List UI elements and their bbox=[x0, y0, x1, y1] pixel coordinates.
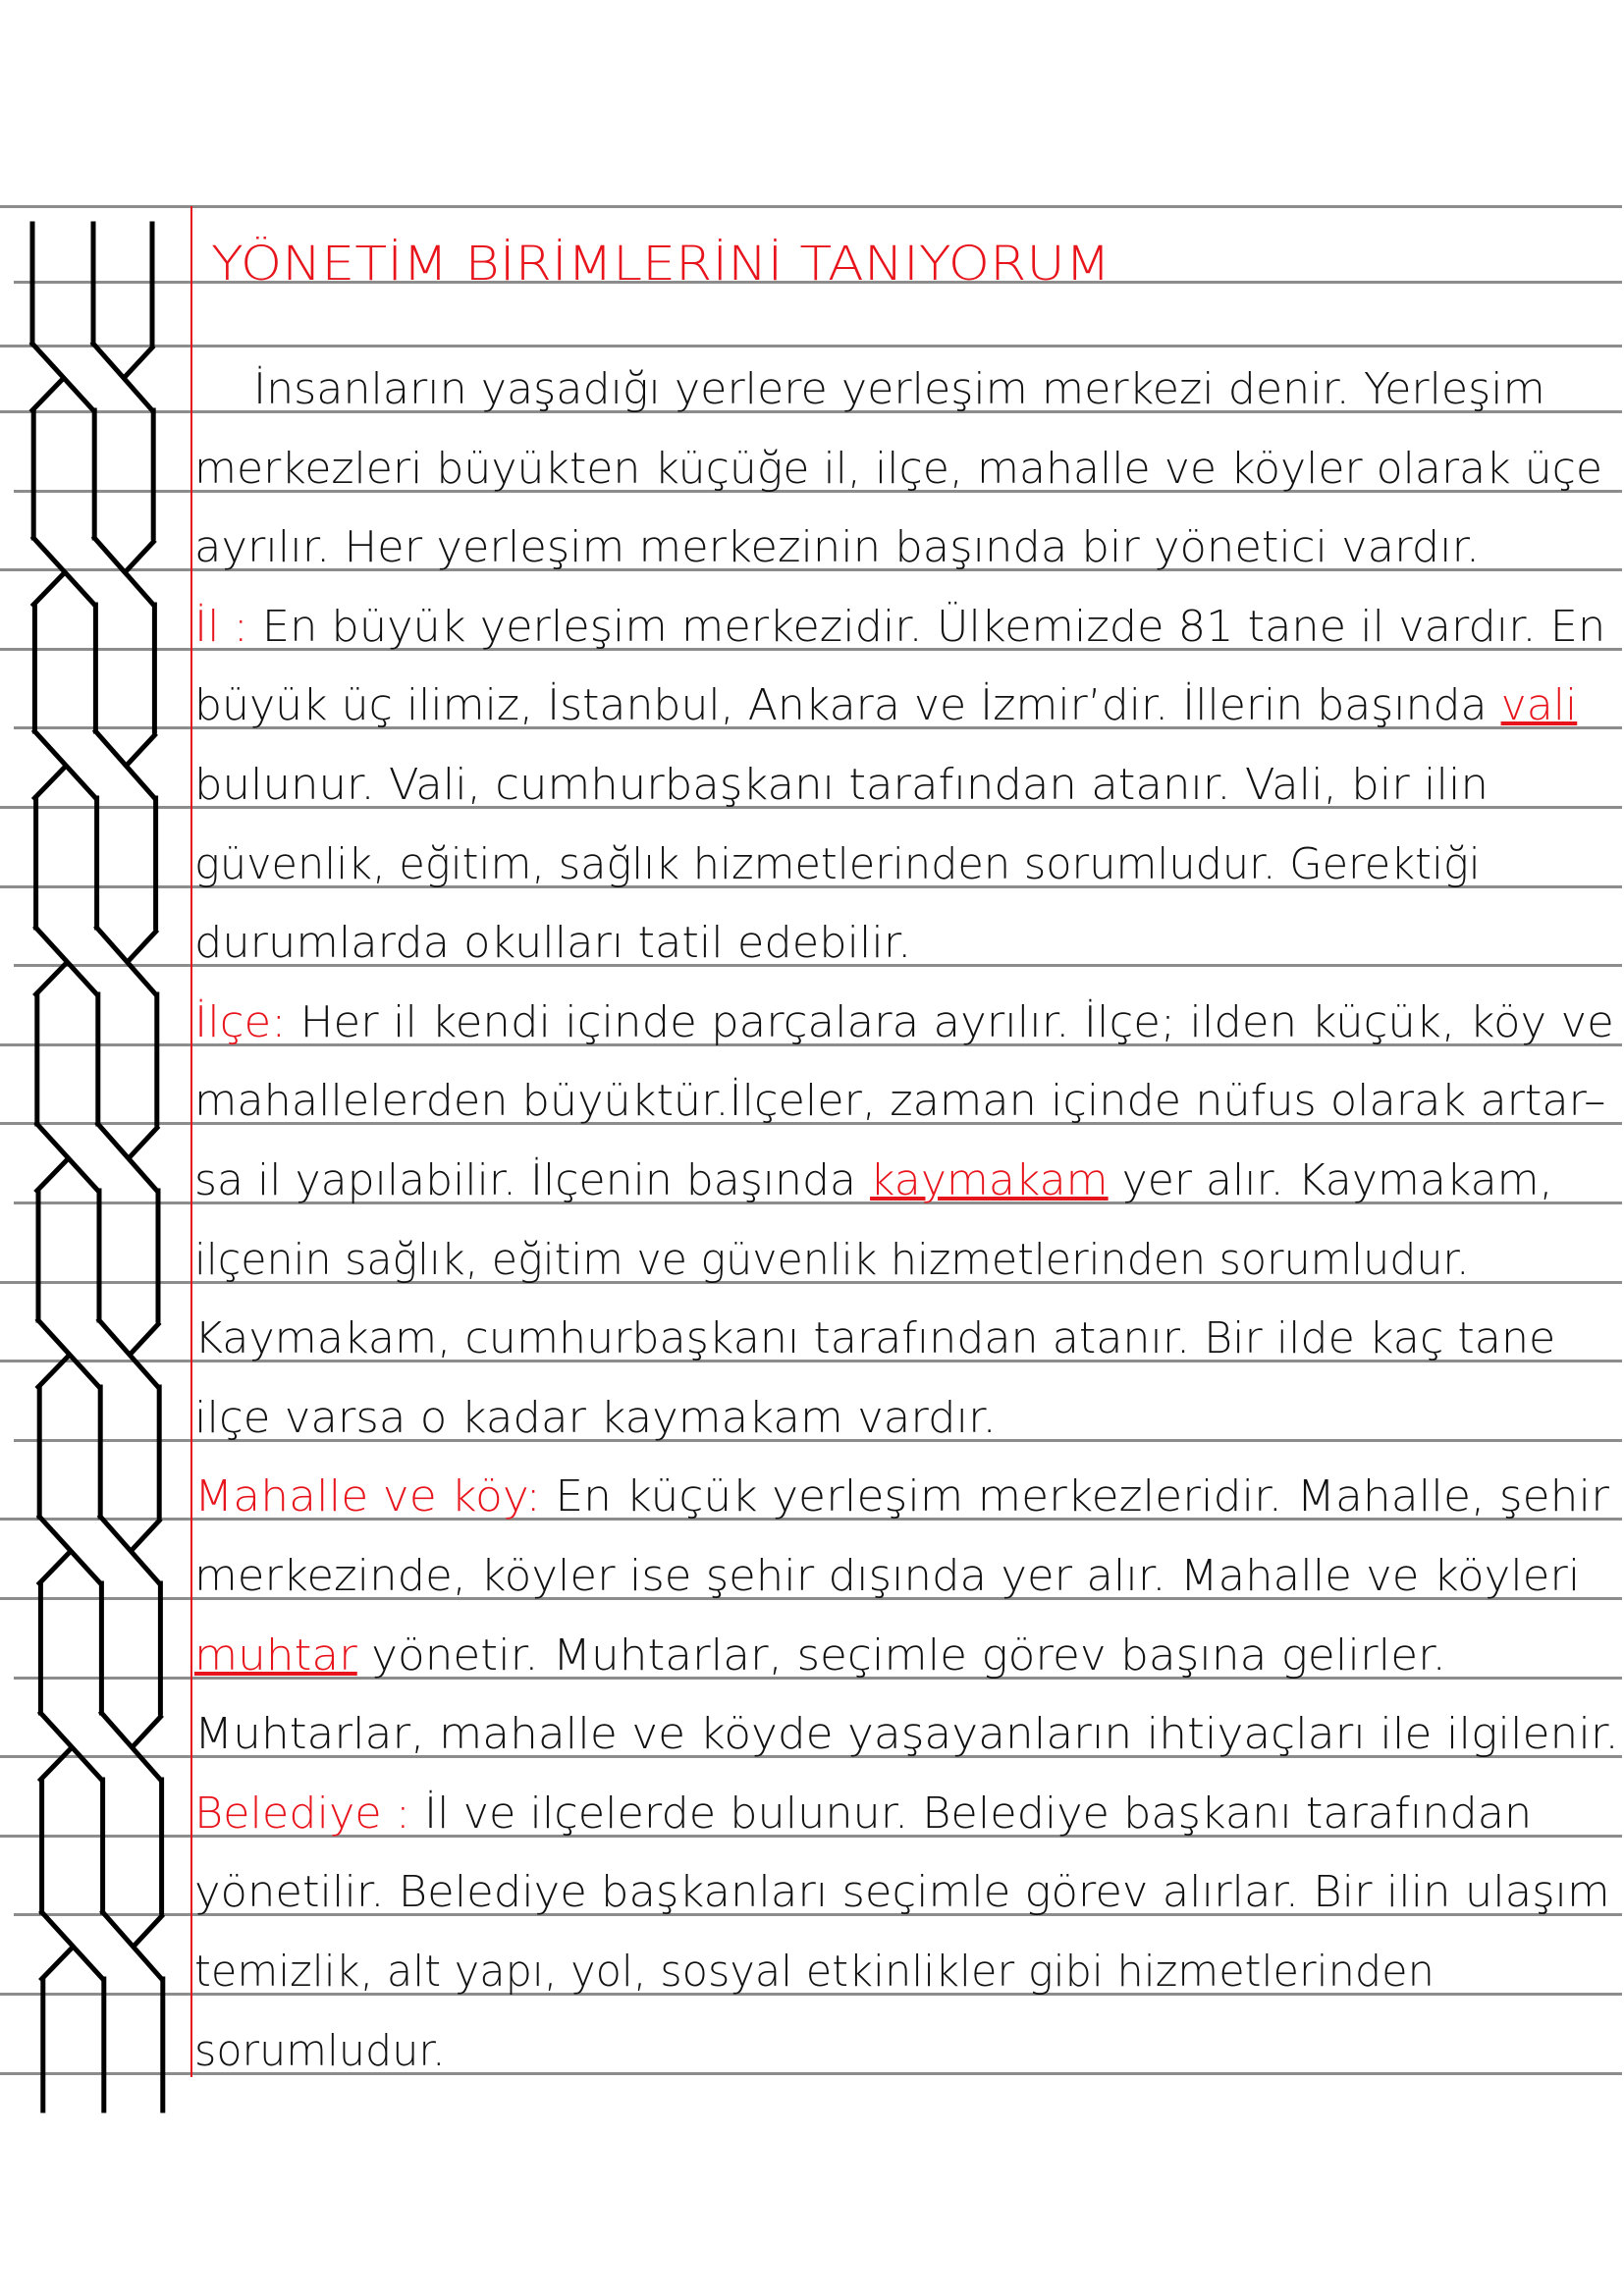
body-text-segment: sa il yapılabilir. İlçenin başında bbox=[194, 1155, 871, 1205]
text-line bbox=[194, 1313, 1556, 1363]
body-text-segment: En küçük yerleşim merkezleridir. Mahalle, şehir bbox=[555, 1471, 1609, 1522]
body-text-segment: merkezleri büyükten küçüğe il, ilçe, mahalle ve köyler olarak üçe bbox=[194, 444, 1603, 494]
body-text-segment: İnsanların yaşadığı yerlere yerleşim merkezi denir. Yerleşim bbox=[253, 364, 1545, 414]
page-title: YÖNETİM BİRİMLERİNİ TANIYORUM bbox=[211, 237, 1111, 292]
text-line bbox=[194, 1393, 997, 1443]
text-line bbox=[194, 1076, 1606, 1126]
body-text-segment: ilçenin sağlık, eğitim ve güvenlik hizmetlerinden sorumludur. bbox=[194, 1235, 1470, 1285]
text-line bbox=[194, 1471, 1609, 1522]
section-label: Belediye : bbox=[194, 1789, 424, 1839]
section-label: İl : bbox=[194, 602, 262, 652]
keyword-highlight: muhtar bbox=[194, 1630, 357, 1681]
body-text-segment: ilçe varsa o kadar kaymakam vardır. bbox=[194, 1393, 997, 1443]
text-line bbox=[194, 2026, 446, 2076]
section-label: Mahalle ve köy: bbox=[194, 1471, 556, 1522]
text-line bbox=[194, 522, 1481, 572]
body-text-segment: durumlarda okulları tatil edebilir. bbox=[194, 918, 912, 968]
keyword-highlight: vali bbox=[1500, 680, 1578, 730]
text-line bbox=[194, 1235, 1470, 1285]
ruled-line bbox=[0, 345, 1622, 347]
body-text-segment: bulunur. Vali, cumhurbaşkanı tarafından atanır. Vali, bir ilin bbox=[194, 760, 1489, 810]
body-text-segment: yer alır. Kaymakam, bbox=[1108, 1155, 1553, 1205]
text-line bbox=[194, 680, 1578, 730]
body-text-segment: büyük üç ilimiz, İstanbul, Ankara ve İzmir’dir. İllerin başında bbox=[194, 680, 1501, 730]
text-line bbox=[253, 364, 1545, 414]
text-line bbox=[194, 602, 1606, 652]
section-label: İlçe: bbox=[194, 997, 300, 1047]
text-line bbox=[194, 1789, 1533, 1839]
text-line bbox=[194, 918, 912, 968]
text-line bbox=[194, 839, 1481, 889]
text-line bbox=[194, 1551, 1581, 1601]
body-text-segment: ayrılır. Her yerleşim merkezinin başında bir yönetici vardır. bbox=[194, 522, 1481, 572]
body-text-segment: temizlik, alt yapı, yol, sosyal etkinlikler gibi hizmetlerinden bbox=[194, 1947, 1435, 1997]
text-line bbox=[194, 760, 1489, 810]
text-line bbox=[194, 1630, 1446, 1681]
body-text-segment: En büyük yerleşim merkezidir. Ülkemizde 81 tane il vardır. En bbox=[261, 602, 1606, 652]
body-text-segment: sorumludur. bbox=[194, 2026, 446, 2076]
body-text-segment: Kaymakam, cumhurbaşkanı tarafından atanır. Bir ilde kaç tane bbox=[194, 1313, 1556, 1363]
ruled-line bbox=[0, 205, 1622, 208]
text-line bbox=[194, 1867, 1610, 1917]
text-line bbox=[194, 1709, 1619, 1759]
body-text-segment: Her il kendi içinde parçalara ayrılır. İlçe; ilden küçük, köy ve bbox=[299, 997, 1614, 1047]
body-text-segment: merkezinde, köyler ise şehir dışında yer alır. Mahalle ve köyleri bbox=[194, 1551, 1581, 1601]
text-line bbox=[194, 444, 1603, 494]
text-line bbox=[194, 997, 1614, 1047]
body-text-segment: yönetir. Muhtarlar, seçimle görev başına gelirler. bbox=[356, 1630, 1446, 1681]
braid-border-icon bbox=[0, 0, 196, 2296]
keyword-highlight: kaymakam bbox=[870, 1155, 1109, 1205]
body-text-segment: yönetilir. Belediye başkanları seçimle görev alırlar. Bir ilin ulaşım bbox=[194, 1867, 1610, 1917]
body-text-segment: Muhtarlar, mahalle ve köyde yaşayanların ihtiyaçları ile ilgilenir. bbox=[194, 1709, 1619, 1759]
text-line bbox=[194, 1947, 1435, 1997]
body-text-segment: İl ve ilçelerde bulunur. Belediye başkanı tarafından bbox=[423, 1789, 1533, 1839]
text-line bbox=[194, 1155, 1553, 1205]
body-text-segment: güvenlik, eğitim, sağlık hizmetlerinden sorumludur. Gerektiği bbox=[194, 839, 1481, 889]
body-text-segment: mahallelerden büyüktür.İlçeler, zaman içinde nüfus olarak artar– bbox=[194, 1076, 1606, 1126]
